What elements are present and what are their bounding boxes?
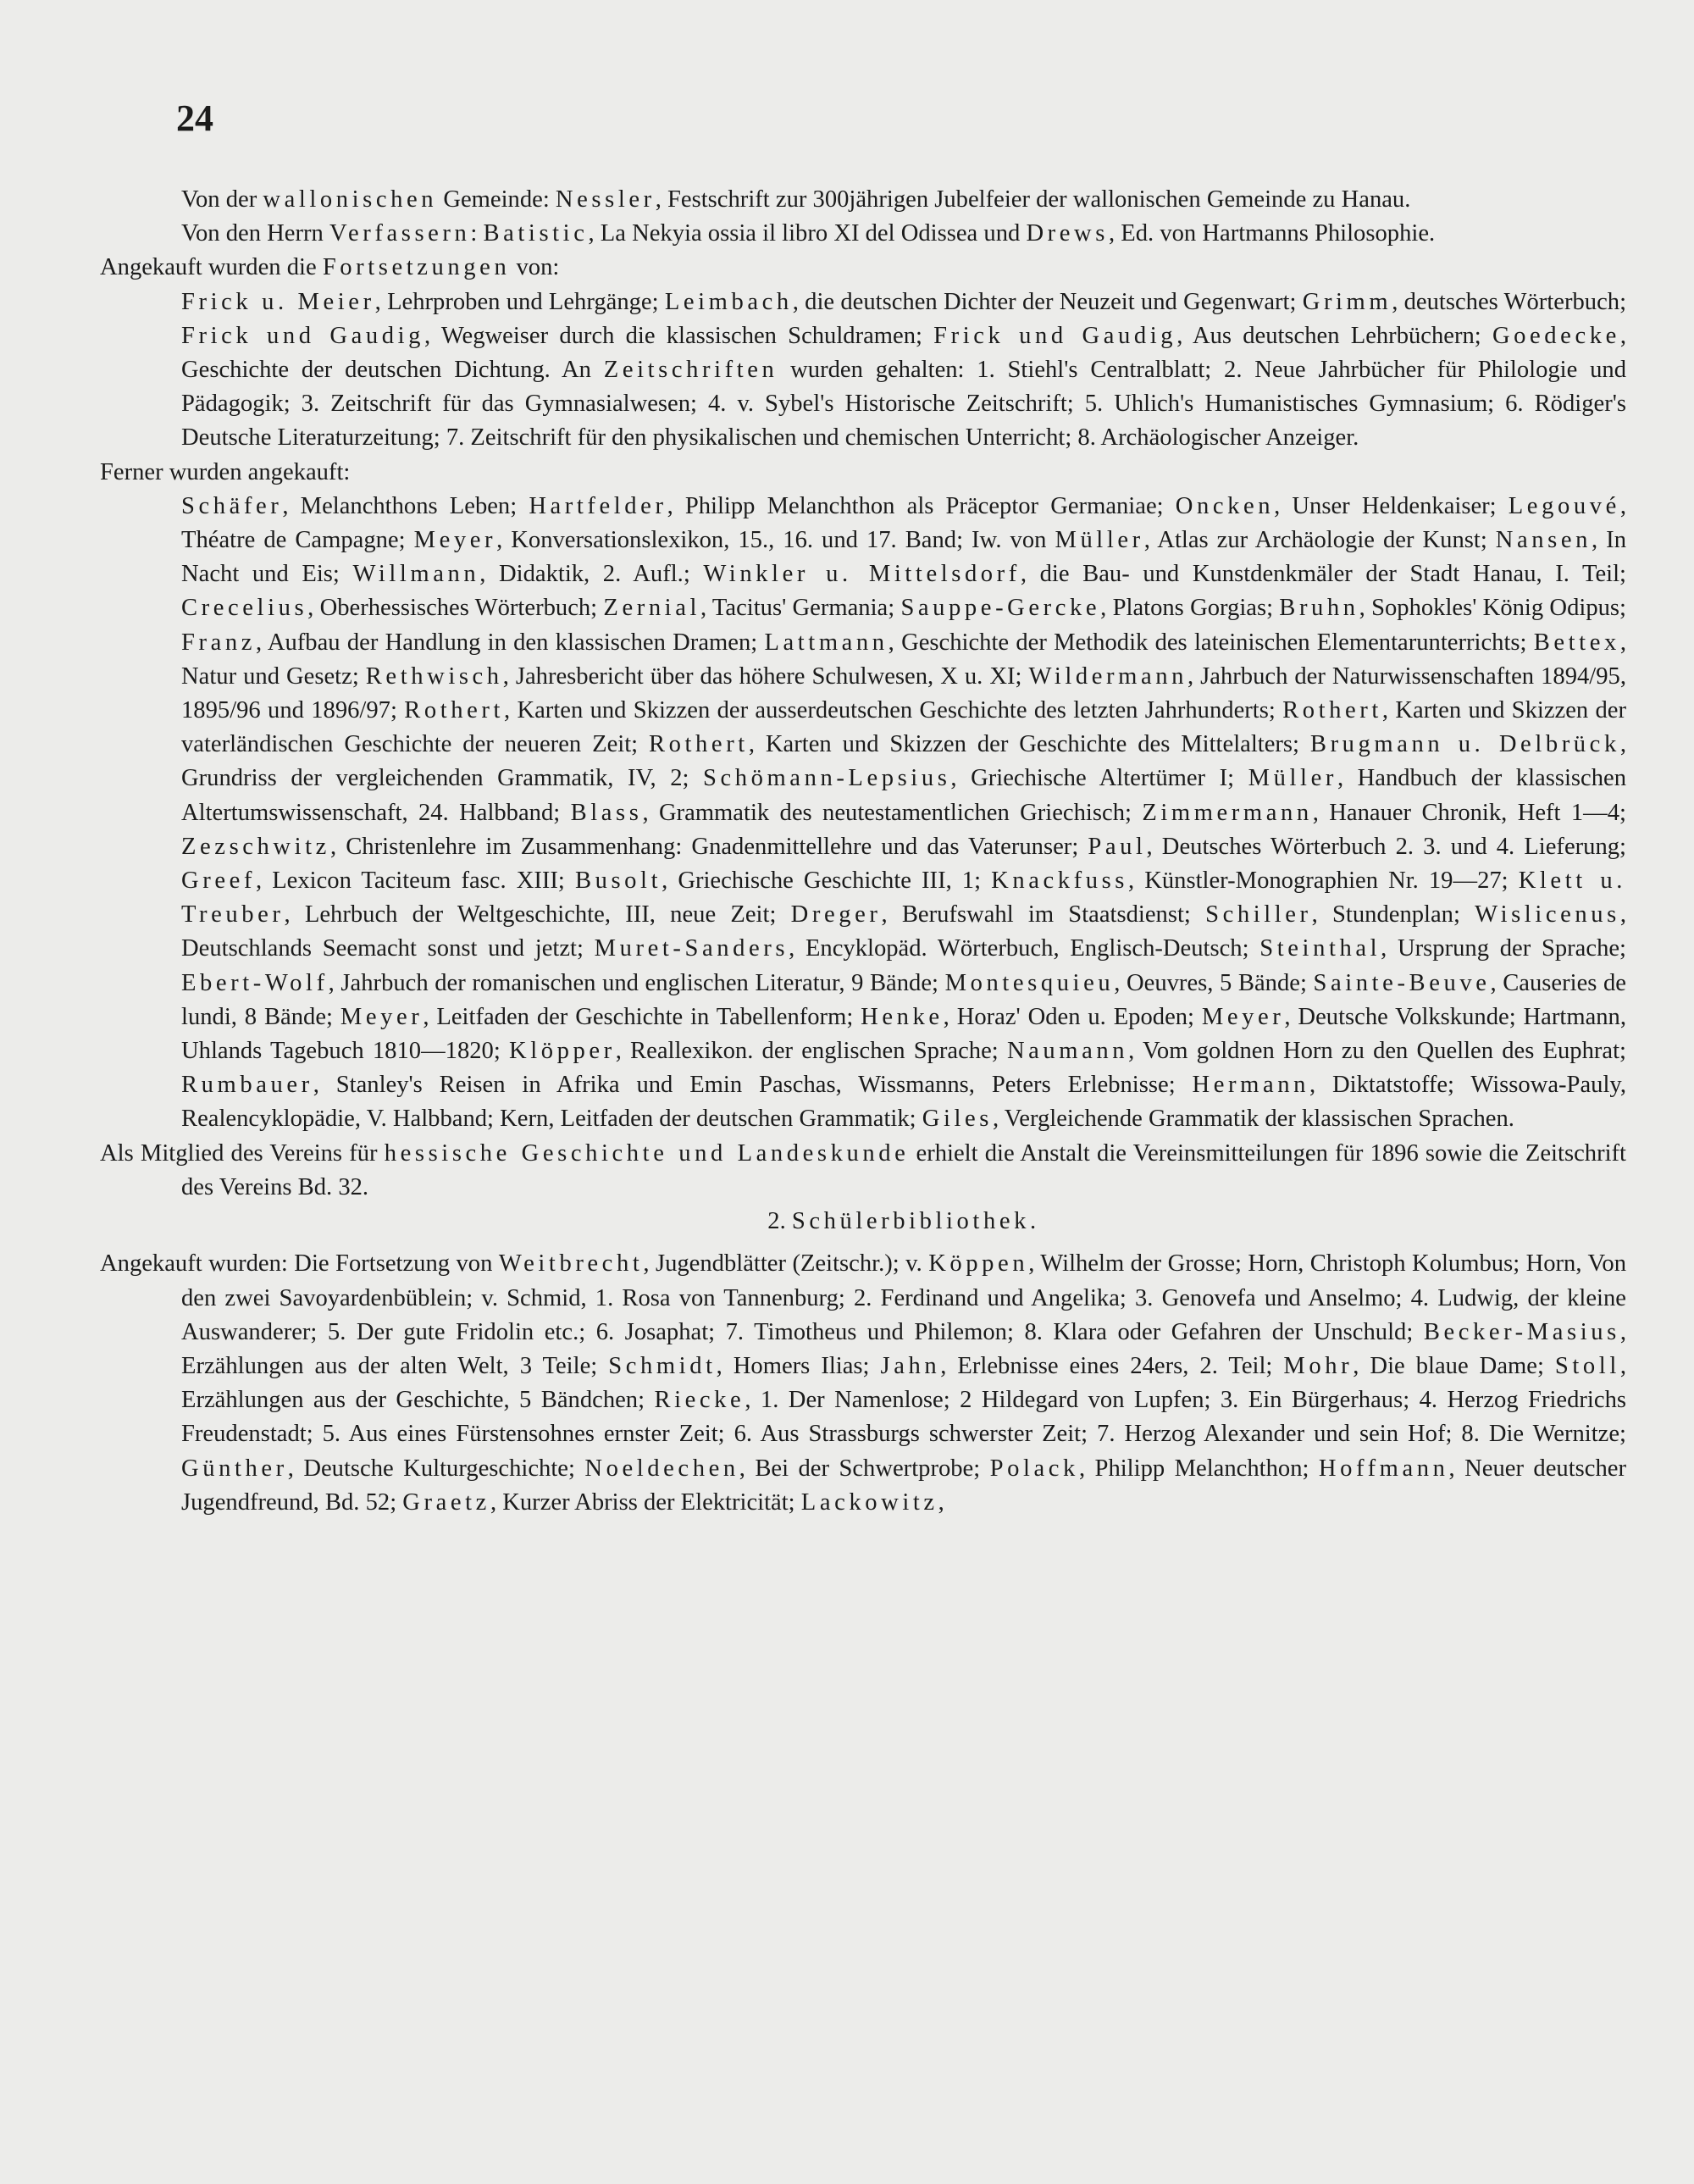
author-name: Becker-Masius	[1423, 1318, 1620, 1345]
text-run: , Encyklopäd. Wörterbuch, Englisch-Deutsch;	[789, 935, 1260, 962]
author-name: Frick und Gaudig	[181, 322, 425, 349]
author-name: Hartmann	[1523, 1003, 1620, 1030]
author-name: Batistic	[483, 220, 589, 247]
text-run: Angekauft wurden die	[100, 254, 323, 281]
author-name: Kern	[500, 1106, 549, 1133]
author-name: Sainte-Beuve	[1313, 969, 1491, 996]
text-run: , Konversationslexikon, 15., 16. und 17. Band; Iw. von	[496, 527, 1055, 554]
text-run: , Erlebnisse eines 24ers, 2. Teil;	[940, 1352, 1284, 1379]
text-run: , Sophokles' König Odipus;	[1359, 595, 1626, 622]
paragraph-mitglied	[100, 1137, 1626, 1205]
author-name: Rothert	[649, 731, 749, 758]
author-name: Stoll	[1554, 1352, 1620, 1379]
text-run: , Vom goldnen Horn zu den Quellen des Euphrat;	[1128, 1038, 1626, 1065]
text-run: , Unser Heldenkaiser;	[1274, 492, 1509, 519]
text-run: , Geschichte der Methodik des lateinischen Elementarunterrichts;	[888, 629, 1534, 656]
author-name: Winkler u. Mittelsdorf	[703, 561, 1021, 588]
text-run: , Deutsche Kulturgeschichte;	[287, 1455, 585, 1482]
text-run: Ferner wurden angekauft:	[100, 458, 351, 485]
author-name: Henke	[861, 1003, 944, 1030]
text-run: , Berufswahl im Staatsdienst;	[881, 901, 1206, 928]
author-name: Müller	[1248, 765, 1337, 792]
text-run: , Bei der Schwertprobe;	[739, 1455, 990, 1482]
main-text	[100, 183, 1627, 1520]
author-name: Jahn	[880, 1352, 941, 1379]
text-run: , Grammatik des neutestamentlichen Griechisch;	[642, 799, 1143, 826]
author-name: Meyer	[1201, 1003, 1285, 1030]
heading-number: 2.	[767, 1208, 792, 1235]
text-run: , Théatre de Campagne;	[181, 492, 1626, 554]
text-run: , Christenlehre im Zusammenhang: Gnadenmittellehre und das Vaterunser;	[329, 833, 1088, 860]
text-run: , Aufbau der Handlung in den klassischen Dramen;	[255, 629, 765, 656]
text-run: , Karten und Skizzen der Geschichte des Mittelalters;	[748, 731, 1310, 758]
text-run: , Realencyklopädie, V. Halbband;	[181, 1072, 1626, 1133]
author-name: Montesquieu	[944, 969, 1115, 996]
author-name: Willmann	[352, 561, 480, 588]
text-run: , Festschrift zur 300jährigen Jubelfeier der wallonischen Gemeinde zu Hanau.	[655, 186, 1411, 213]
text-run: , Reallexikon. der englischen Sprache;	[615, 1038, 1007, 1065]
spaced-term: Fortsetzungen	[322, 254, 511, 281]
spaced-term: wallonischen	[263, 186, 438, 213]
author-name: Rothert	[1282, 697, 1382, 724]
text-run: , Deutschlands Seemacht sonst und jetzt;	[181, 901, 1626, 962]
text-run: , Diktatstoffe;	[1309, 1072, 1471, 1099]
author-name: Hoffmann	[1318, 1455, 1449, 1482]
author-name: Goedecke	[1492, 322, 1620, 349]
author-name: Zezschwitz	[181, 833, 330, 860]
author-name: Hartfelder	[529, 492, 667, 519]
text-run: Von der	[181, 186, 263, 213]
author-name: Bettex	[1533, 629, 1620, 656]
heading-text: Schülerbibliothek.	[791, 1208, 1040, 1235]
text-run: , Erzählungen aus der alten Welt, 3 Teile;	[181, 1318, 1626, 1379]
text-run: , Natur und Gesetz;	[181, 629, 1626, 690]
text-run: , Kurzer Abriss der Elektricität;	[490, 1488, 801, 1516]
text-run: , Stundenplan;	[1311, 901, 1475, 928]
text-run: , Horaz' Oden u. Epoden;	[943, 1003, 1202, 1030]
page-number: 24	[176, 97, 213, 139]
text-run: , Grundriss der vergleichenden Grammatik, IV, 2;	[181, 731, 1626, 792]
author-name: Klett u. Treuber	[181, 868, 1626, 928]
author-name: Sauppe-Gercke	[900, 595, 1101, 622]
text-run: , Karten und Skizzen der ausserdeutschen Geschichte des letzten Jahrhunderts;	[504, 697, 1283, 724]
text-run: , Deutsches Wörterbuch 2. 3. und 4. Lieferung;	[1146, 833, 1626, 860]
text-run: , Lexicon Taciteum fasc. XIII;	[255, 868, 575, 895]
text-run: Als Mitglied des Vereins für	[100, 1139, 385, 1167]
author-name: Lattmann	[764, 629, 889, 656]
author-name: Leimbach	[664, 288, 793, 315]
text-run: , Lehrbuch der Weltgeschichte, III, neue Zeit;	[284, 901, 791, 928]
author-name: Wildermann	[1028, 662, 1187, 690]
paragraph-fortsetzungen-heading	[100, 251, 1626, 285]
author-name: Knackfuss	[991, 868, 1129, 895]
text-run: , La Nekyia ossia il libro XI del Odissea und	[588, 220, 1027, 247]
text-run: , Philipp Melanchthon als Präceptor Germaniae;	[667, 492, 1176, 519]
text-run: , Stanley's Reisen in Afrika und Emin Paschas, Wissmanns, Peters Erlebnisse;	[313, 1072, 1193, 1099]
text-run: , Oeuvres, 5 Bände;	[1114, 969, 1314, 996]
author-name: Dreger	[790, 901, 882, 928]
author-name: Paul	[1088, 833, 1147, 860]
text-run: , Oberhessisches Wörterbuch;	[307, 595, 604, 622]
author-name: Legouvé	[1508, 492, 1620, 519]
spaced-term: Zeitschriften	[603, 357, 778, 384]
text-run: , Ursprung der Sprache;	[1381, 935, 1627, 962]
text-run: , Vergleichende Grammatik der klassischen Sprachen.	[993, 1106, 1514, 1133]
author-name: Zimmermann	[1142, 799, 1313, 826]
author-name: Schmidt	[608, 1352, 717, 1379]
text-run: , Tacitus' Germania;	[700, 595, 901, 622]
author-name: Brugmann u. Delbrück	[1309, 731, 1620, 758]
paragraph-verfasser	[181, 217, 1626, 251]
text-run: , Homers Ilias;	[716, 1352, 881, 1379]
text-run: , Melanchthons Leben;	[282, 492, 529, 519]
author-name: Müller	[1055, 527, 1144, 554]
author-name: Greef	[181, 868, 256, 895]
text-run: , Deutsche Volkskunde;	[1284, 1003, 1524, 1030]
text-run: , die deutschen Dichter der Neuzeit und Gegenwart;	[792, 288, 1303, 315]
text-run: , Handbuch der klassischen Altertumswissenschaft, 24. Halbband;	[181, 765, 1627, 826]
author-name: Blass	[570, 799, 643, 826]
author-name: Noeldechen	[584, 1455, 739, 1482]
spaced-term: Verfassern	[329, 220, 471, 247]
text-run: , Hanauer Chronik, Heft 1—4;	[1312, 799, 1627, 826]
author-name: Steinthal	[1259, 935, 1381, 962]
text-run: ,	[938, 1488, 944, 1516]
author-name: Weitbrecht	[498, 1250, 644, 1278]
text-run: , Didaktik, 2. Aufl.;	[479, 561, 704, 588]
author-name: Naumann	[1006, 1038, 1129, 1065]
author-name: Wissowa-Pauly	[1470, 1072, 1620, 1099]
text-run: wurden gehalten: 1. Stiehl's Centralblatt; 2. Neue Jahrbücher für Philologie und Pädagogik; 3. Zeitschrift für das Gymnasialwesen; 4. v. Sybel's Historische Zeitschrift; 5. Uhlich's Humanistisches Gymnasium; 6. Rödiger's Deutsche Literaturzeitung; 7. Zeitschrift für den physikalischen und chemischen Unterricht; 8. Archäologischer Anzeiger.	[181, 357, 1627, 452]
paragraph-ferner-heading	[100, 456, 1626, 490]
author-name: Meyer	[413, 527, 497, 554]
author-name: Oncken	[1175, 492, 1275, 519]
paragraph-ferner-list	[181, 490, 1626, 1137]
author-name: Polack	[989, 1455, 1079, 1482]
author-name: Hermann	[1192, 1072, 1309, 1099]
text-run: , Neuer deutscher Jugendfreund, Bd. 52;	[181, 1455, 1626, 1516]
author-name: Giles	[922, 1106, 994, 1133]
spaced-term: hessische Geschichte und Landeskunde	[384, 1139, 910, 1167]
author-name: Nessler	[555, 186, 656, 213]
author-name: Mohr	[1283, 1352, 1354, 1379]
text-run: , Jahrbuch der romanischen und englischen Literatur, 9 Bände;	[328, 969, 945, 996]
text-run: , Jahrbuch der Naturwissenschaften 1894/95, 1895/96 und 1896/97;	[181, 662, 1626, 724]
text-run: von:	[510, 254, 560, 281]
text-run: , Atlas zur Archäologie der Kunst;	[1143, 527, 1496, 554]
author-name: Schömann-Lepsius	[703, 765, 951, 792]
text-run: , die Bau- und Kunstdenkmäler der Stadt Hanau, I. Teil;	[1020, 561, 1627, 588]
author-name: Bruhn	[1279, 595, 1359, 622]
section-heading-schuelerbibliothek	[181, 1205, 1626, 1239]
text-run: , Leitfaden der deutschen Grammatik;	[548, 1106, 922, 1133]
paragraph-fortsetzungen-list	[181, 285, 1626, 456]
text-run: , Aus deutschen Lehrbüchern;	[1176, 322, 1492, 349]
author-name: Ebert-Wolf	[181, 969, 329, 996]
text-run: , Ed. von Hartmanns Philosophie.	[1108, 220, 1436, 247]
author-name: Schiller	[1205, 901, 1312, 928]
author-name: Riecke	[654, 1387, 745, 1414]
author-name: Busolt	[574, 868, 662, 895]
author-name: Rumbauer	[181, 1072, 313, 1099]
text-run: , 1. Der Namenlose; 2 Hildegard von Lupfen; 3. Ein Bürgerhaus; 4. Herzog Friedrichs Freudenstadt; 5. Aus eines Fürstensohnes ernster Zeit; 6. Aus Strassburgs schwerster Zeit; 7. Herzog Alexander und sein Hof; 8. Die Wernitze;	[181, 1387, 1626, 1448]
text-run: , Griechische Geschichte III, 1;	[662, 868, 992, 895]
text-run: , Künstler-Monographien Nr. 19—27;	[1128, 868, 1519, 895]
text-run: , Karten und Skizzen der vaterländischen Geschichte der neueren Zeit;	[181, 697, 1626, 758]
paragraph-wallonische-gemeinde	[181, 183, 1626, 217]
author-name: Rothert	[404, 697, 505, 724]
author-name: Grimm	[1302, 288, 1392, 315]
author-name: Crecelius	[181, 595, 308, 622]
text-run: , Jahresbericht über das höhere Schulwesen, X u. XI;	[502, 662, 1029, 690]
text-run: , Griechische Altertümer I;	[950, 765, 1248, 792]
text-run: , Geschichte der deutschen Dichtung. An	[181, 322, 1627, 384]
text-run: , Platons Gorgias;	[1100, 595, 1280, 622]
text-run: , Uhlands Tagebuch 1810—1820;	[181, 1003, 1627, 1065]
text-run: , Erzählungen aus der Geschichte, 5 Bändchen;	[181, 1352, 1626, 1414]
text-run: , Leitfaden der Geschichte in Tabellenform;	[423, 1003, 861, 1030]
text-run: :	[470, 220, 484, 247]
author-name: Wislicenus	[1475, 901, 1620, 928]
author-name: Drews	[1026, 220, 1109, 247]
author-name: Rethwisch	[365, 662, 503, 690]
author-name: Köppen	[928, 1250, 1029, 1278]
author-name: Lackowitz	[800, 1488, 938, 1516]
author-name: Graetz	[402, 1488, 490, 1516]
text-run: Angekauft wurden: Die Fortsetzung von	[100, 1250, 499, 1278]
author-name: Klöpper	[508, 1038, 616, 1065]
author-name: Franz	[181, 629, 256, 656]
text-run: , Die blaue Dame;	[1353, 1352, 1555, 1379]
author-name: Meyer	[340, 1003, 424, 1030]
text-run: , Jugendblätter (Zeitschr.); v.	[643, 1250, 929, 1278]
text-run: , Wilhelm der Grosse; Horn, Christoph Kolumbus; Horn, Von den zwei Savoyardenbüblein; v. Schmid, 1. Rosa von Tannenburg; 2. Ferdinand und Angelika; 3. Genovefa und Anselmo; 4. Ludwig, der kleine Auswanderer; 5. Der gute Fridolin etc.; 6. Josaphat; 7. Timotheus und Philemon; 8. Klara oder Gefahren der Unschuld;	[181, 1250, 1627, 1345]
author-name: Zernial	[603, 595, 700, 622]
text-run: , Causeries de lundi, 8 Bände;	[181, 969, 1626, 1030]
text-run: , Lehrproben und Lehrgänge;	[374, 288, 665, 315]
author-name: Nansen	[1495, 527, 1592, 554]
author-name: Muret-Sanders	[594, 935, 789, 962]
text-run: , Wegweiser durch die klassischen Schuldramen;	[424, 322, 934, 349]
author-name: Frick und Gaudig	[933, 322, 1177, 349]
text-run: Von den Herrn	[181, 220, 329, 247]
author-name: Günther	[181, 1455, 288, 1482]
author-name: Schäfer	[181, 492, 283, 519]
text-run: , deutsches Wörterbuch;	[1392, 288, 1627, 315]
text-run: Gemeinde:	[437, 186, 556, 213]
paragraph-schuelerbibliothek	[100, 1247, 1626, 1520]
text-run: , In Nacht und Eis;	[181, 527, 1626, 588]
text-run: erhielt die Anstalt die Vereinsmitteilungen für 1896 sowie die Zeitschrift des Vereins Bd. 32.	[181, 1139, 1626, 1200]
text-run: , Philipp Melanchthon;	[1078, 1455, 1319, 1482]
author-name: Frick u. Meier	[181, 288, 375, 315]
